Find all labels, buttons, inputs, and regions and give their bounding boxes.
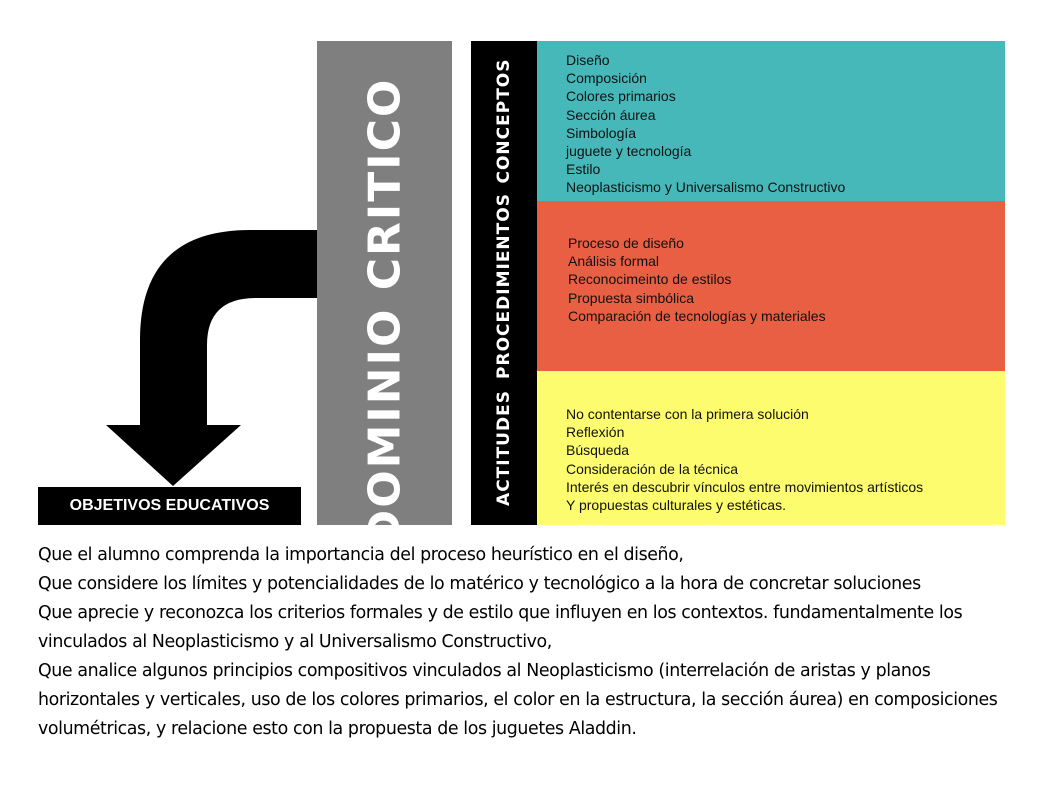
section-label-conceptos: CONCEPTOS	[494, 58, 514, 184]
actitudes-band	[537, 371, 1005, 525]
list-item: Búsqueda	[566, 442, 630, 459]
arrow-shaft	[140, 230, 318, 425]
section-label-actitudes: ACTITUDES	[494, 390, 514, 506]
diagram-title-text: DOMINIO CRITICO	[359, 77, 410, 547]
objective-paragraph: Que el alumno comprenda la importancia del proceso heurístico en el diseño,	[38, 545, 684, 565]
list-item: Análisis formal	[568, 253, 660, 270]
list-item: Interés en descubrir vínculos entre movimientos artísticos	[566, 478, 924, 495]
procedimientos-band	[537, 201, 1005, 371]
conceptos-band	[537, 41, 1005, 201]
list-item: No contentarse con la primera solución	[566, 406, 809, 422]
diagram-title	[317, 41, 452, 547]
list-item: Sección áurea	[566, 106, 656, 123]
list-item: Diseño	[566, 52, 610, 68]
actitudes-list	[566, 405, 1005, 514]
list-item: Estilo	[566, 161, 601, 178]
objective-paragraph: Que aprecie y reconozca los criterios formales y de estilo que influyen en los contextos. fundamentalmente los vinculados al Neoplasticismo y al Universalismo Constructivo,	[38, 603, 963, 652]
list-item: Y propuestas culturales y estéticas.	[566, 497, 786, 514]
section-label-procedimientos: PROCEDIMIENTOS	[494, 193, 514, 379]
list-item: Composición	[566, 70, 647, 87]
procedimientos-list	[568, 234, 1005, 325]
list-item: juguete y tecnología	[566, 143, 692, 160]
objectives-text	[38, 541, 1028, 744]
list-item: Comparación de tecnologías y materiales	[568, 307, 826, 324]
conceptos-list	[566, 51, 1005, 197]
list-item: Reflexión	[566, 424, 625, 441]
objective-paragraph: Que considere los límites y potencialidades de lo matérico y tecnológico a la hora de concretar soluciones	[38, 574, 921, 594]
objective-paragraph: Que analice algunos principios compositivos vinculados al Neoplasticismo (interrelación de aristas y planos horizontales y verticales, uso de los colores primarios, el color en la estructura, la sección áurea) en composiciones volumétricas, y relacione esto con la propuesta de los juguetes Aladdin.	[38, 661, 998, 739]
list-item: Proceso de diseño	[568, 235, 684, 251]
objectives-badge: OBJETIVOS EDUCATIVOS	[38, 487, 301, 525]
arrow-head	[106, 425, 241, 486]
list-item: Consideración de la técnica	[566, 460, 738, 477]
list-item: Propuesta simbólica	[568, 289, 695, 306]
list-item: Neoplasticismo y Universalismo Constructivo	[566, 179, 846, 196]
list-item: Colores primarios	[566, 88, 676, 105]
list-item: Reconocimeinto de estilos	[568, 271, 732, 288]
list-item: Simbología	[566, 124, 637, 141]
